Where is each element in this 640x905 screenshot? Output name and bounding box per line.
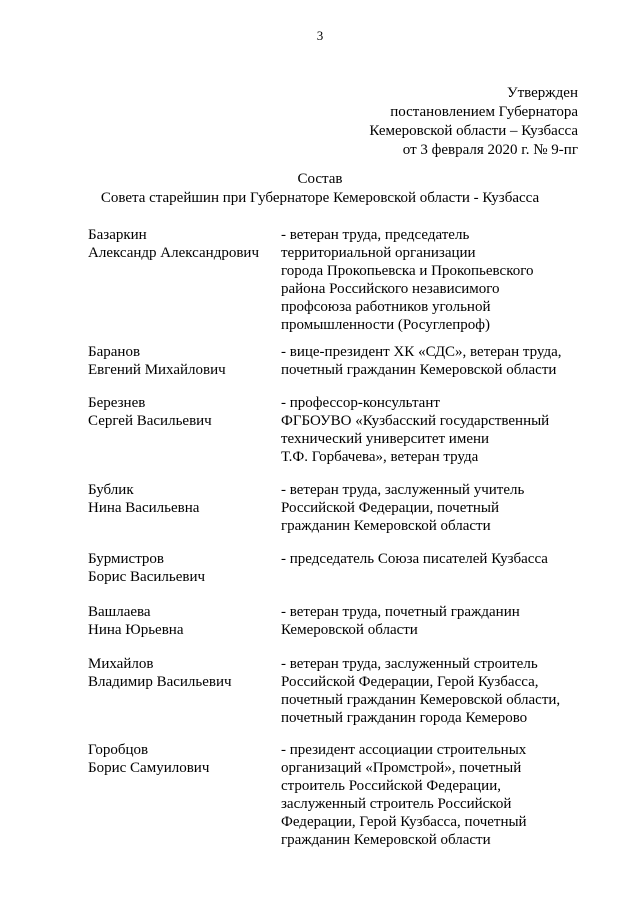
member-name: [88, 481, 278, 517]
description-line: - вице-президент ХК «СДС», ветеран труда,: [281, 344, 562, 360]
member-description: [281, 343, 581, 379]
member-surname: Бублик: [88, 482, 134, 498]
member-given-name: Александр Александрович: [88, 245, 259, 261]
description-line: ФГБОУВО «Кузбасский государственный: [281, 413, 550, 429]
description-line: заслуженный строитель Российской: [281, 796, 512, 812]
description-line: - ветеран труда, председатель: [281, 227, 470, 243]
member-surname: Базаркин: [88, 227, 147, 243]
description-line: - ветеран труда, почетный гражданин: [281, 604, 520, 620]
title-line-2: Совета старейшин при Губернаторе Кемеровской области - Кузбасса: [100, 190, 540, 206]
member-name: [88, 226, 278, 262]
description-line: Федерации, Герой Кузбасса, почетный: [281, 814, 527, 830]
description-line: Российской Федерации, Герой Кузбасса,: [281, 674, 539, 690]
member-name: [88, 394, 278, 430]
member-surname: Бурмистров: [88, 551, 165, 567]
member-description: [281, 603, 581, 639]
description-line: - председатель Союза писателей Кузбасса: [281, 551, 548, 567]
member-given-name: Борис Самуилович: [88, 760, 210, 776]
member-given-name: Владимир Васильевич: [88, 674, 232, 690]
member-given-name: Сергей Васильевич: [88, 413, 212, 429]
approval-line-1: Утвержден: [506, 85, 578, 101]
description-line: Российской Федерации, почетный: [281, 500, 500, 516]
description-line: гражданин Кемеровской области: [281, 518, 491, 534]
description-line: - профессор-консультант: [281, 395, 440, 411]
member-description: [281, 741, 581, 849]
approval-line-4: от 3 февраля 2020 г. № 9-пг: [402, 142, 578, 158]
member-name: [88, 343, 278, 379]
member-surname: Березнев: [88, 395, 146, 411]
member-name: [88, 603, 278, 639]
member-name: [88, 741, 278, 777]
member-description: [281, 226, 581, 334]
description-line: технический университет имени: [281, 431, 490, 447]
member-given-name: Борис Васильевич: [88, 569, 206, 585]
member-description: [281, 394, 581, 466]
member-name: [88, 655, 278, 691]
member-description: [281, 481, 581, 535]
description-line: промышленности (Росуглепроф): [281, 317, 490, 333]
description-line: города Прокопьевска и Прокопьевского: [281, 263, 534, 279]
description-line: почетный гражданин города Кемерово: [281, 710, 528, 726]
member-given-name: Нина Юрьевна: [88, 622, 184, 638]
approval-stamp: [369, 84, 578, 160]
member-surname: Михайлов: [88, 656, 154, 672]
description-line: строитель Российской Федерации,: [281, 778, 501, 794]
title-line-1: Состав: [297, 171, 343, 187]
member-surname: Баранов: [88, 344, 141, 360]
description-line: почетный гражданин Кемеровской области: [281, 362, 557, 378]
page-number: 3: [316, 28, 324, 43]
description-line: - президент ассоциации строительных: [281, 742, 527, 758]
description-line: Т.Ф. Горбачева», ветеран труда: [281, 449, 479, 465]
document-title: [0, 170, 640, 208]
description-line: почетный гражданин Кемеровской области,: [281, 692, 561, 708]
description-line: Кемеровской области: [281, 622, 418, 638]
approval-line-3: Кемеровской области – Кузбасса: [369, 123, 578, 139]
description-line: - ветеран труда, заслуженный строитель: [281, 656, 538, 672]
member-given-name: Нина Васильевна: [88, 500, 200, 516]
member-surname: Горобцов: [88, 742, 149, 758]
member-description: [281, 550, 581, 568]
approval-line-2: постановлением Губернатора: [390, 104, 578, 120]
member-surname: Вашлаева: [88, 604, 151, 620]
description-line: организаций «Промстрой», почетный: [281, 760, 522, 776]
member-description: [281, 655, 581, 727]
member-given-name: Евгений Михайлович: [88, 362, 226, 378]
description-line: территориальной организации: [281, 245, 476, 261]
description-line: гражданин Кемеровской области: [281, 832, 491, 848]
member-name: [88, 550, 278, 586]
description-line: профсоюза работников угольной: [281, 299, 491, 315]
description-line: района Российского независимого: [281, 281, 500, 297]
description-line: - ветеран труда, заслуженный учитель: [281, 482, 525, 498]
